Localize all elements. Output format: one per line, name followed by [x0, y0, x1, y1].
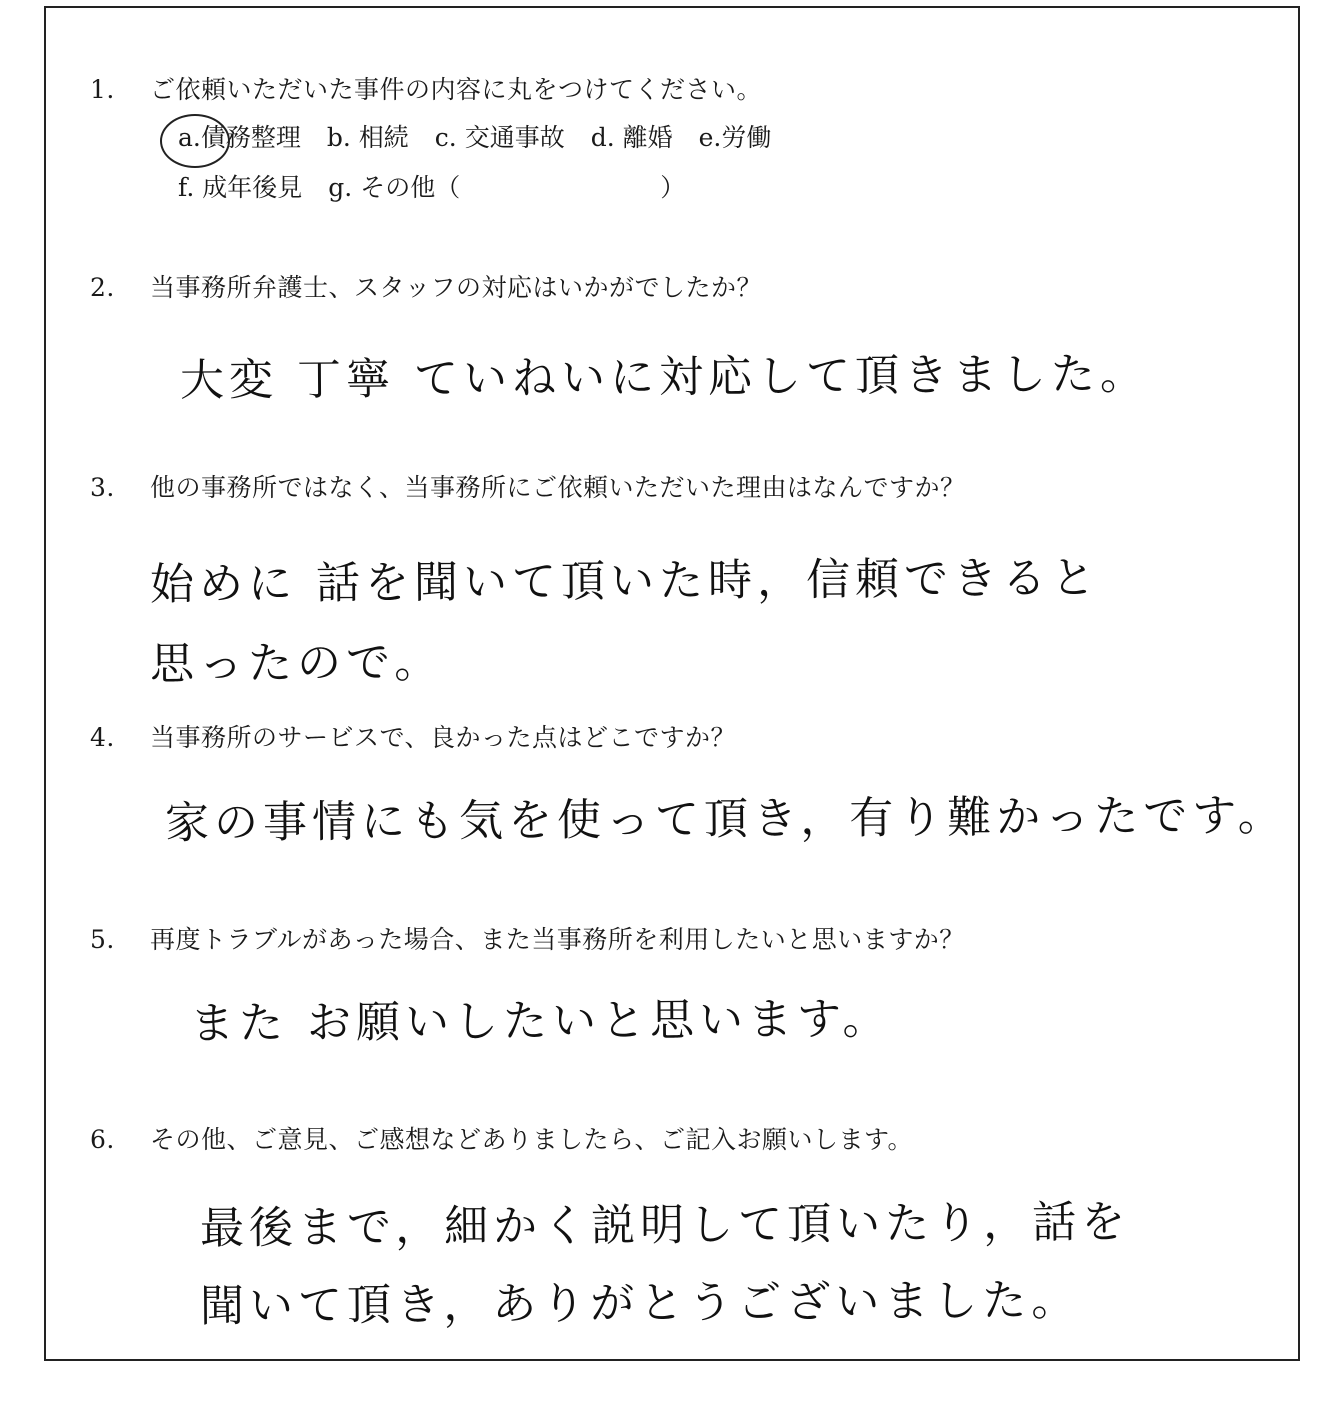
- question-3-answer-line-2: 思ったので。: [149, 636, 444, 691]
- option-f[interactable]: f. 成年後見: [178, 173, 303, 202]
- option-e-label: 労働: [721, 123, 772, 152]
- question-4: [90, 722, 736, 754]
- option-a-label: 債務整理: [200, 123, 301, 152]
- question-6-text: その他、ご意見、ご感想などありましたら、ご記入お願いします。: [150, 1125, 914, 1154]
- question-2-answer-line-1: 大変 丁寧 ていねいに対応して頂きました。: [179, 348, 1150, 407]
- question-3: [90, 472, 966, 504]
- option-d[interactable]: d. 離婚: [590, 123, 673, 152]
- question-6-answer-line-2: 聞いて頂き，ありがとうございました。: [199, 1274, 1081, 1333]
- question-5: [90, 924, 965, 956]
- option-g-label: その他（: [360, 173, 461, 202]
- option-a-selected[interactable]: a.債務整理: [178, 123, 301, 152]
- question-4-answer-line-1: 家の事情にも気を使って頂き，有り難かったです。: [164, 790, 1287, 849]
- question-6-number: 6.: [90, 1125, 115, 1154]
- question-5-number: 5.: [90, 925, 115, 954]
- option-b[interactable]: b. 相続: [326, 123, 409, 152]
- question-1-text: ご依頼いただいた事件の内容に丸をつけてください。: [150, 75, 763, 104]
- question-2-text: 当事務所弁護士、スタッフの対応はいかがでしたか？: [150, 273, 763, 302]
- option-e[interactable]: e.労働: [698, 123, 772, 152]
- question-4-text: 当事務所のサービスで、良かった点はどこですか？: [150, 723, 737, 752]
- option-g[interactable]: g. その他（: [328, 173, 461, 202]
- option-d-label: 離婚: [622, 123, 673, 152]
- option-b-label: 相続: [358, 123, 409, 152]
- question-3-text: 他の事務所ではなく、当事務所にご依頼いただいた理由はなんですか？: [150, 473, 966, 502]
- option-g-close-paren: ）: [660, 173, 686, 202]
- option-c[interactable]: c. 交通事故: [434, 123, 565, 152]
- question-6: [90, 1124, 913, 1156]
- question-3-answer-line-1: 始めに 話を聞いて頂いた時，信頼できると: [149, 552, 1101, 611]
- question-1: [90, 74, 762, 106]
- question-2-number: 2.: [90, 273, 115, 302]
- question-1-number: 1.: [90, 75, 115, 104]
- option-c-label: 交通事故: [464, 123, 565, 152]
- question-3-number: 3.: [90, 473, 115, 502]
- question-5-answer-line-1: また お願いしたいと思います。: [189, 993, 892, 1050]
- option-f-label: 成年後見: [202, 173, 303, 202]
- question-6-answer-line-1: 最後まで，細かく説明して頂いたり，話を: [199, 1196, 1131, 1255]
- question-5-text: 再度トラブルがあった場合、また当事務所を利用したいと思いますか？: [150, 925, 965, 954]
- question-2: [90, 272, 762, 304]
- question-1-options-row-2: [178, 172, 685, 204]
- question-4-number: 4.: [90, 723, 115, 752]
- question-1-options-row-1: [178, 122, 797, 154]
